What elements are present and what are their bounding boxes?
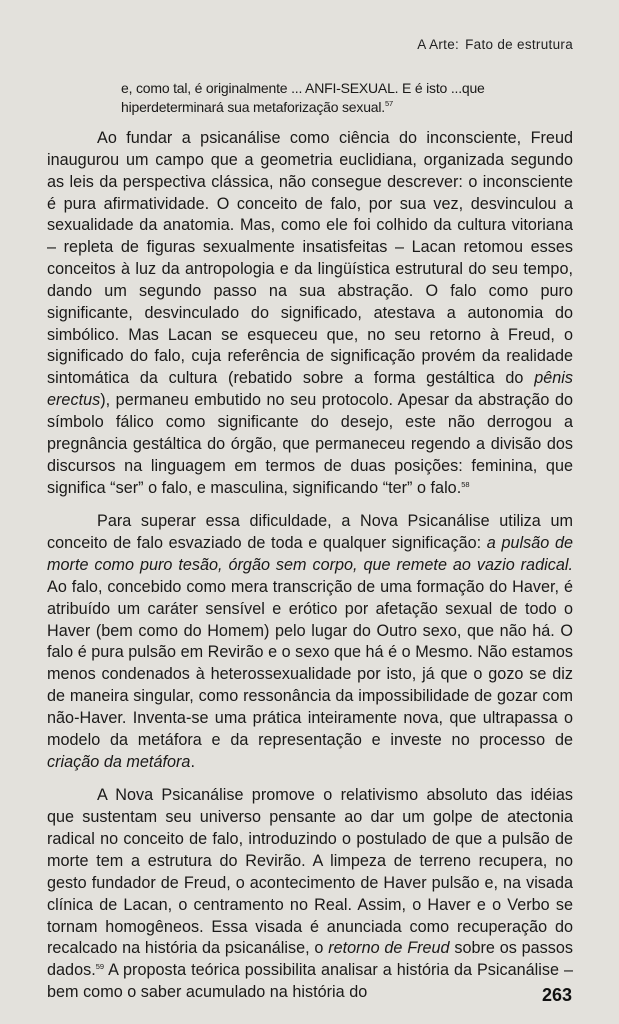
block-quote [121, 79, 541, 117]
paragraph [47, 128, 573, 499]
paragraph [47, 511, 573, 773]
running-head [417, 37, 573, 52]
paragraph [47, 785, 573, 1003]
text-run: Ao falo, concebido como mera transcrição de uma formação do Haver, é atribuído um caráter sensível e erótico por afetação sexual de todo o Haver (bem como do Homem) pelo lugar do Outro sexo, que não há. O falo é pura pulsão em Revirão e o sexo que há é o Mesmo. Não estamos menos condenados à heterossexualidade por isto, já que o gozo se diz de maneira singular, como ressonância da impossibilidade de gozar com não-Haver. Inventa-se uma prática inteiramente nova, que ultrapassa o modelo da metáfora e da representação e investe no processo de [47, 577, 573, 749]
text-run: Para superar essa dificuldade, a Nova Psicanálise utiliza um conceito de falo esvaziado de toda e qualquer significação: [47, 512, 573, 553]
text-run: . [190, 752, 195, 771]
footnote-marker: 57 [384, 99, 393, 108]
page-number: 263 [541, 985, 572, 1005]
footnote-marker: 58 [461, 479, 470, 489]
footnote-marker: 59 [95, 962, 105, 972]
italic-text: pênis erectus [47, 369, 573, 410]
text-run: A Nova Psicanálise promove o relativismo absoluto das idéias que sustentam seu universo pensante ao dar um golpe de atectonia radical no conceito de falo, introduzindo o postulado de que a pulsão de morte tem a estrutura do Revirão. A limpeza de terreno recupera, no gesto fundador de Freud, o acontecimento de Haver pulsão e, na visada clínica de Lacan, o centramento no Real. Assim, o Haver e o Verbo se tornam homogêneos. Essa visada é anunciada como recuperação do recalcado na história da psicanálise, o [47, 786, 573, 958]
italic-text: retorno de Freud [328, 939, 450, 958]
text-run: A proposta teórica possibilita analisar a história da Psicanálise – bem como o saber acumulado na história do [47, 961, 573, 1002]
block-quote-text: e, como tal, é originalmente ... ANFI-SEXUAL. E é isto ...que hiperdeterminará sua metaforização sexual. [121, 80, 485, 115]
running-head-subtitle: Fato de estrutura [465, 37, 573, 52]
body-text [47, 128, 573, 1004]
running-head-title: A Arte: [417, 37, 460, 52]
text-run: Ao fundar a psicanálise como ciência do inconsciente, Freud inaugurou um campo que a geometria euclidiana, organizada segundo as leis da perspectiva clássica, não consegue descrever: o inconsciente é pura afirmatividade. O conceito de falo, por sua vez, desvinculou a sexualidade da anatomia. Mas, como ele foi colhido da cultura vitoriana – repleta de figuras sexualmente insatisfeitas – Lacan retomou esses conceitos à luz da antropologia e da lingüística estrutural do seu tempo, dando um segundo passo na sua abstração. O falo como puro significante, desvinculado do significado, atestava a autonomia do simbólico. Mas Lacan se esqueceu que, no seu retorno à Freud, o significado do falo, cuja referência de significação provém da realidade sintomática da cultura (rebatido sobre a forma gestáltica do [47, 129, 573, 388]
text-run: sobre os passos dados. [47, 939, 574, 980]
italic-text: a pulsão de morte como puro tesão, órgão sem corpo, que remete ao vazio radical. [47, 534, 573, 575]
text-run: ), permaneu embutido no seu protocolo. Apesar da abstração do símbolo fálico como significante do desejo, este não derrogou a pregnância gestáltica do órgão, que permaneceu regendo a divisão dos discursos na linguagem em termos de duas posições: feminina, que significa “ser” o falo, e masculina, significando “ter” o falo. [47, 391, 573, 497]
italic-text: criação da metáfora [47, 752, 191, 771]
